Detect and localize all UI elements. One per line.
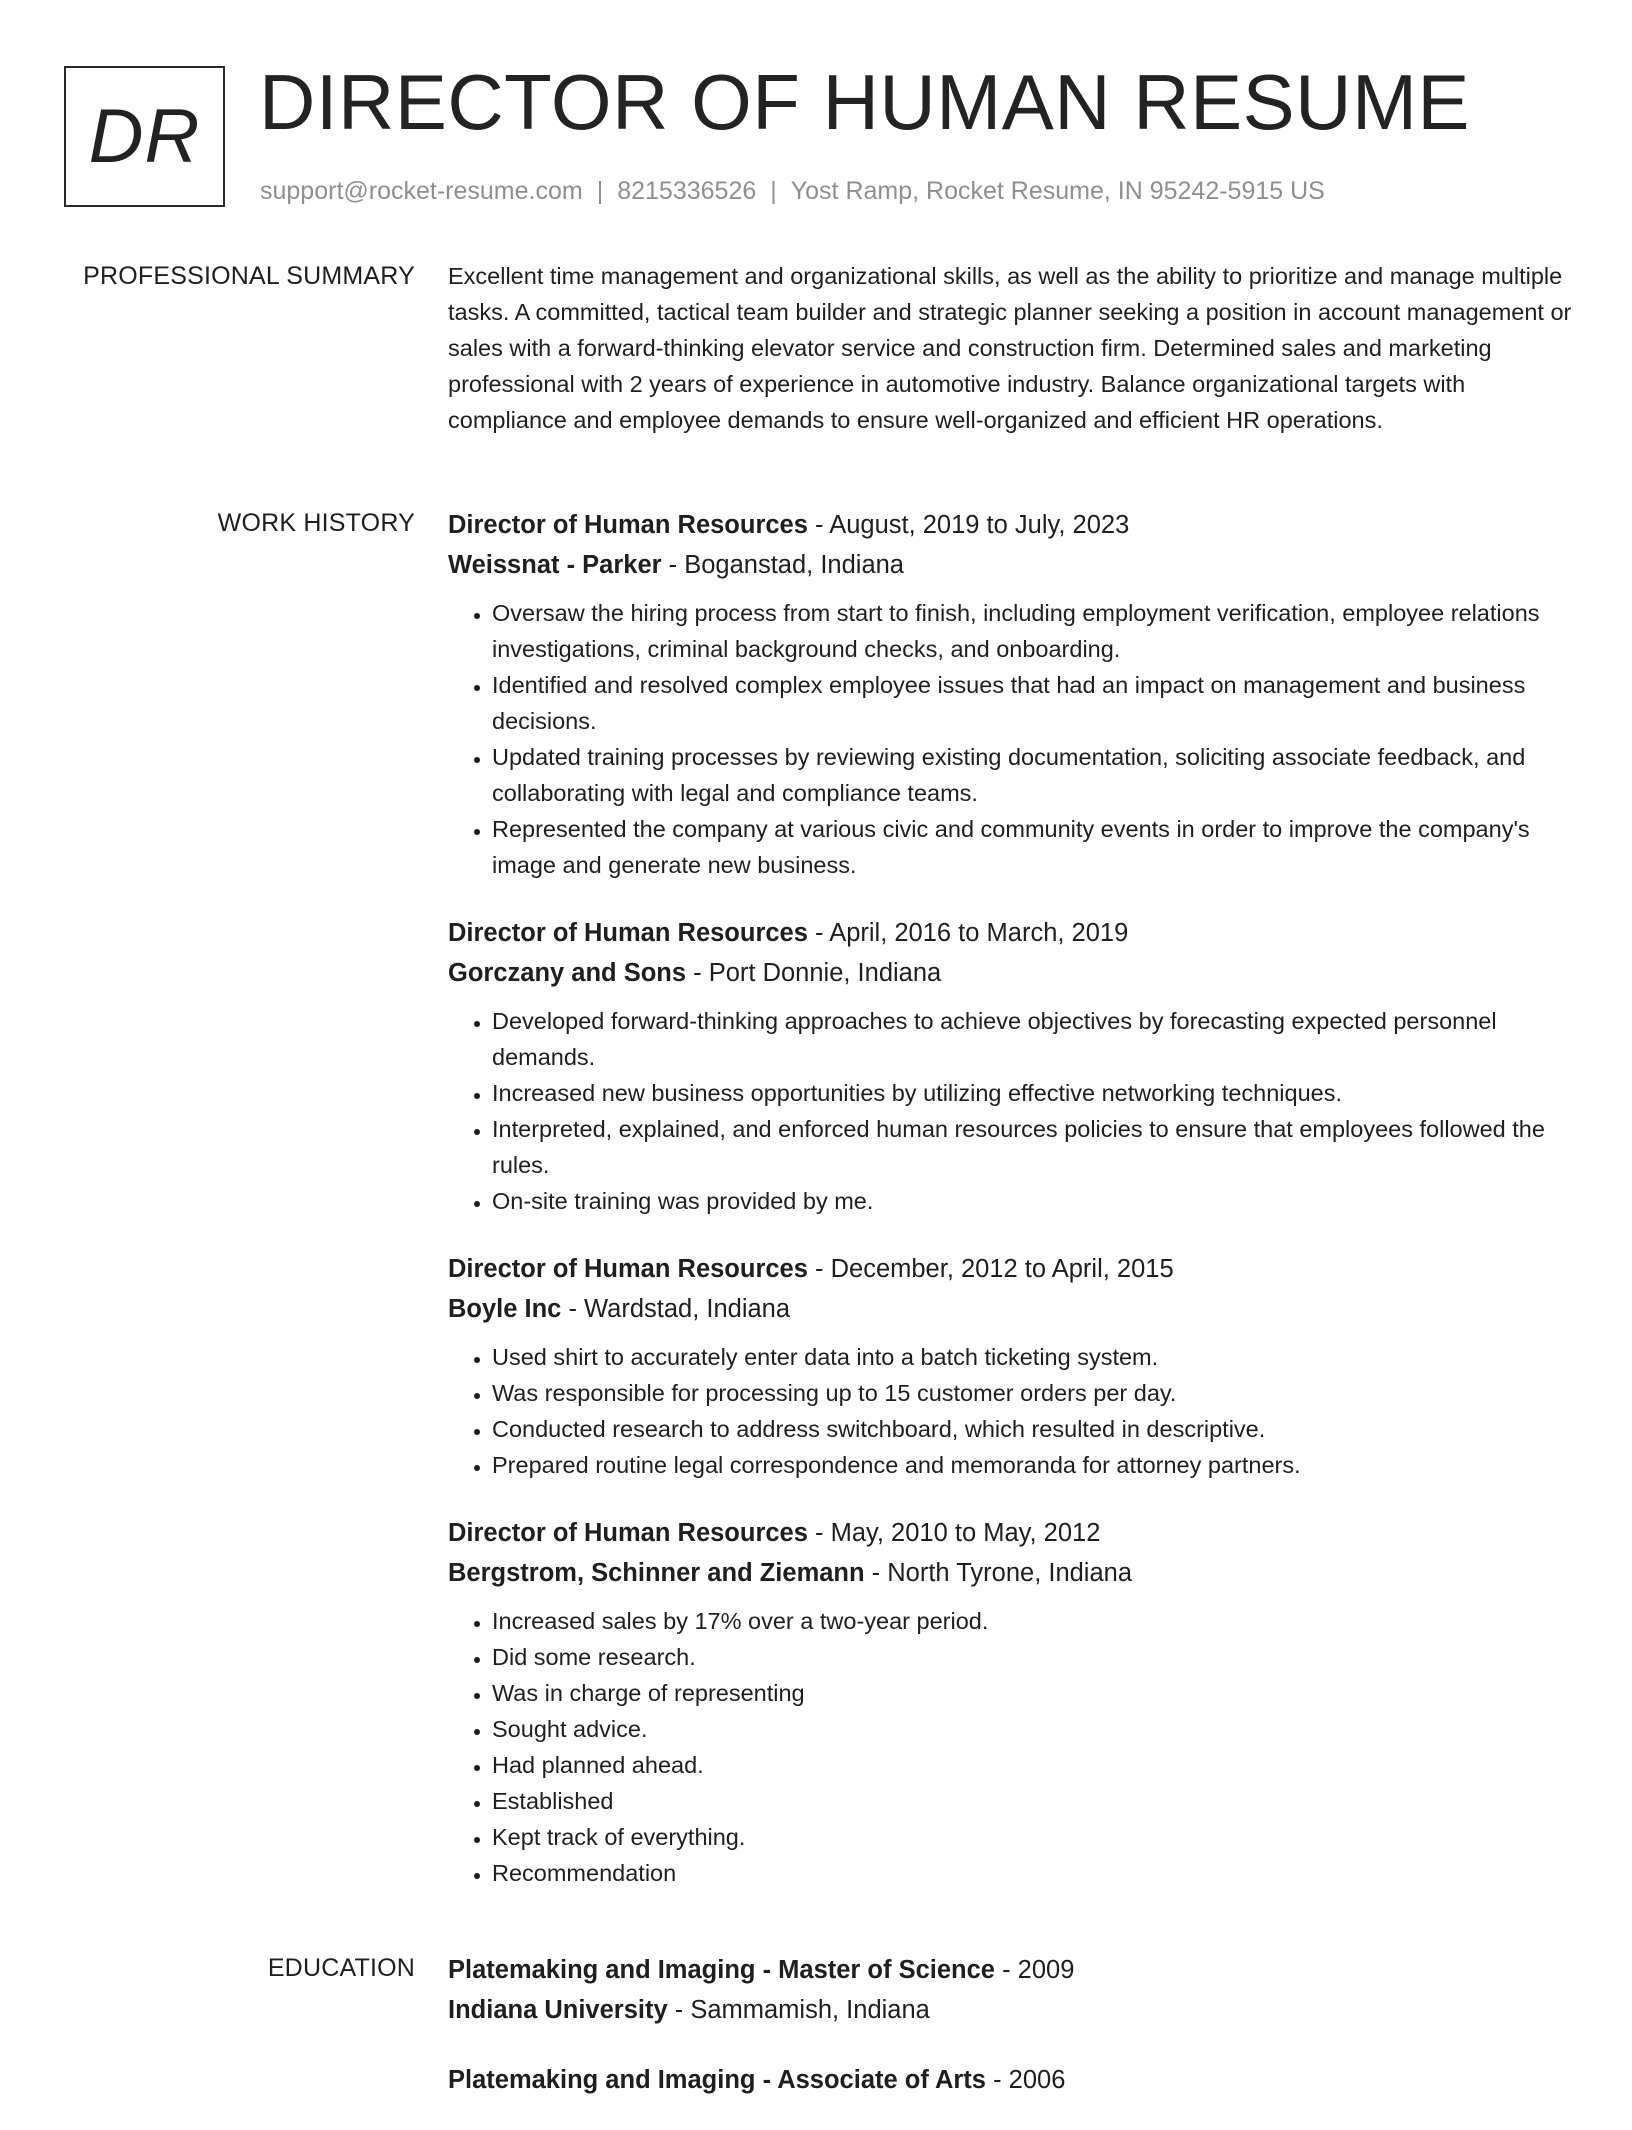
job-bullet: • Prepared routine legal correspondence and memoranda for attorney partners. <box>492 1447 1573 1483</box>
job-entry <box>448 1513 1573 1891</box>
summary-body <box>448 258 1573 438</box>
job-entry <box>448 1249 1573 1483</box>
job-company: Gorczany and Sons <box>448 959 687 987</box>
education-year: - 2009 <box>994 1956 1075 1984</box>
job-bullet: • Developed forward-thinking approaches to achieve objectives by forecasting expected personnel demands. <box>492 1003 1573 1075</box>
job-bullet: • Interpreted, explained, and enforced human resources policies to ensure that employees followed the rules. <box>492 1111 1573 1183</box>
work-history-label: WORK HISTORY <box>217 509 415 537</box>
job-bullet: • Updated training processes by reviewing existing documentation, soliciting associate feedback, and collaborating with legal and compliance teams. <box>492 739 1573 811</box>
job-title-line <box>448 1513 1573 1553</box>
monogram-badge <box>64 66 225 207</box>
job-entry <box>448 913 1573 1219</box>
job-bullet: • Did some research. <box>492 1639 1573 1675</box>
job-bullet: • Was responsible for processing up to 15 customer orders per day. <box>492 1375 1573 1411</box>
job-bullet: • Used shirt to accurately enter data into a batch ticketing system. <box>492 1339 1573 1375</box>
job-bullets <box>448 595 1573 883</box>
job-company: Weissnat - Parker <box>448 551 662 579</box>
job-bullet: • Increased new business opportunities by utilizing effective networking techniques. <box>492 1075 1573 1111</box>
job-title: Director of Human Resources <box>448 1519 808 1547</box>
contact-separator: | <box>596 177 604 205</box>
summary-text: Excellent time management and organizational skills, as well as the ability to prioritize and manage multiple tasks. A committed, tactical team builder and strategic planner seeking a position in account management or sales with a forward-thinking elevator service and construction firm. Determined sales and marketing professional with 2 years of experience in automotive industry. Balance organizational targets with compliance and employee demands to ensure well-organized and efficient HR operations. <box>448 263 1572 433</box>
job-dates: - December, 2012 to April, 2015 <box>807 1255 1174 1283</box>
job-bullet: • Kept track of everything. <box>492 1819 1573 1855</box>
job-company-line <box>448 545 1573 585</box>
education-body <box>448 1950 1573 2130</box>
job-entry <box>448 505 1573 883</box>
job-title: Director of Human Resources <box>448 919 808 947</box>
job-bullet: • Conducted research to address switchboard, which resulted in descriptive. <box>492 1411 1573 1447</box>
job-company-line <box>448 1553 1573 1593</box>
work-history-body <box>448 505 1573 1921</box>
education-school: Indiana University <box>448 1996 668 2024</box>
job-bullets <box>448 1003 1573 1219</box>
education-school-line <box>448 1990 1573 2030</box>
job-company-line <box>448 1289 1573 1329</box>
job-title-line <box>448 913 1573 953</box>
job-title-line <box>448 1249 1573 1289</box>
contact-phone[interactable]: 8215336526 <box>617 177 757 205</box>
summary-label: PROFESSIONAL SUMMARY <box>83 262 415 290</box>
job-bullet: • Represented the company at various civic and community events in order to improve the company's image and generate new business. <box>492 811 1573 883</box>
contact-address: Yost Ramp, Rocket Resume, IN 95242-5915 US <box>790 177 1325 205</box>
job-bullet: • Had planned ahead. <box>492 1747 1573 1783</box>
job-bullet: • Established <box>492 1783 1573 1819</box>
job-location: - Port Donnie, Indiana <box>686 959 942 987</box>
job-company-line <box>448 953 1573 993</box>
contact-email[interactable]: support@rocket-resume.com <box>260 177 583 205</box>
job-bullets <box>448 1603 1573 1891</box>
monogram-text: DR <box>88 94 201 179</box>
job-dates: - August, 2019 to July, 2023 <box>807 511 1130 539</box>
education-entry <box>448 1950 1573 2030</box>
job-title: Director of Human Resources <box>448 511 808 539</box>
job-bullet: • Oversaw the hiring process from start to finish, including employment verification, employee relations investigations, criminal background checks, and onboarding. <box>492 595 1573 667</box>
education-location: - Sammamish, Indiana <box>667 1996 930 2024</box>
job-company: Bergstrom, Schinner and Ziemann <box>448 1559 865 1587</box>
job-location: - Boganstad, Indiana <box>661 551 904 579</box>
education-degree-line <box>448 1950 1573 1990</box>
job-bullet: • Identified and resolved complex employee issues that had an impact on management and business decisions. <box>492 667 1573 739</box>
education-degree: Platemaking and Imaging - Associate of Arts <box>448 2066 986 2094</box>
education-degree-line <box>448 2060 1573 2100</box>
job-bullet: • Increased sales by 17% over a two-year period. <box>492 1603 1573 1639</box>
education-entry <box>448 2060 1573 2100</box>
job-bullets <box>448 1339 1573 1483</box>
job-company: Boyle Inc <box>448 1295 562 1323</box>
page-title: DIRECTOR OF HUMAN RESUME <box>259 58 1470 146</box>
education-label: EDUCATION <box>267 1954 415 1982</box>
contact-line <box>260 176 1325 206</box>
education-year: - 2006 <box>985 2066 1066 2094</box>
job-dates: - April, 2016 to March, 2019 <box>807 919 1129 947</box>
job-bullet: • Sought advice. <box>492 1711 1573 1747</box>
job-title: Director of Human Resources <box>448 1255 808 1283</box>
contact-separator: | <box>770 177 777 205</box>
job-dates: - May, 2010 to May, 2012 <box>807 1519 1101 1547</box>
education-degree: Platemaking and Imaging - Master of Science <box>448 1956 995 1984</box>
job-location: - North Tyrone, Indiana <box>864 1559 1133 1587</box>
job-title-line <box>448 505 1573 545</box>
job-bullet: • Recommendation <box>492 1855 1573 1891</box>
job-bullet: • On-site training was provided by me. <box>492 1183 1573 1219</box>
job-location: - Wardstad, Indiana <box>561 1295 791 1323</box>
job-bullet: • Was in charge of representing <box>492 1675 1573 1711</box>
